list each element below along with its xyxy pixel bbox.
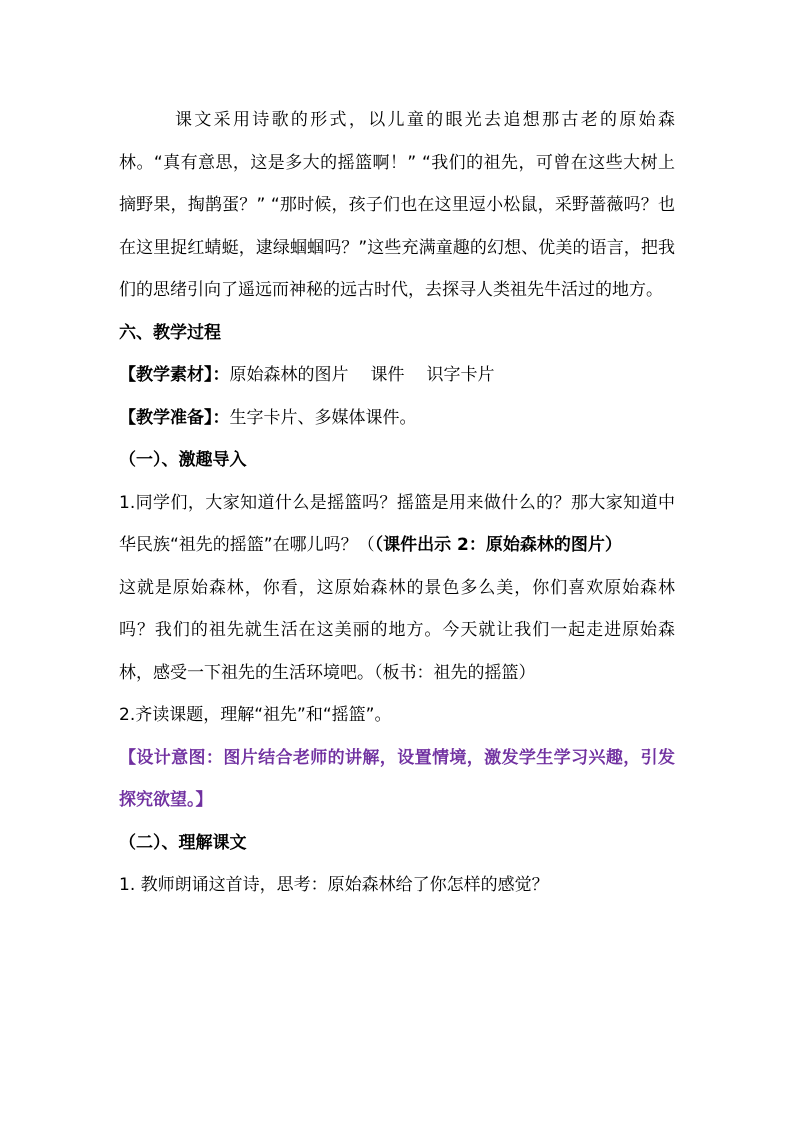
part1-question1-courseware-note: （课件出示 2：原始森林的图片） [374, 535, 622, 555]
part1-title: （一）、激趣导入 [119, 450, 247, 470]
design-intent-note: 【设计意图：图片结合老师的讲解，设置情境，激发学生学习兴趣，引发探究欲望。】 [119, 747, 675, 810]
document-page [119, 99, 675, 907]
prep-text: 生字卡片、多媒体课件。 [229, 407, 417, 428]
materials-label: 【教学素材】： [119, 365, 230, 385]
part2-title: （二）、理解课文 [119, 832, 247, 853]
part1-question2: 2.齐读课题，理解“祖先”和“摇篮”。 [119, 705, 392, 725]
part1-description: 这就是原始森林，你看，这原始森林的景色多么美，你们喜欢原始森林吗？我们的祖先就生活在这美丽的地方。今天就让我们一起走进原始森林，感受一下祖先的生活环境吧。（板书：祖先的摇篮） [119, 577, 675, 683]
part2-question1: 1. 教师朗诵这首诗，思考：原始森林给了你怎样的感觉？ [119, 875, 549, 895]
materials-item-pictures: 原始森林的图片 [229, 365, 349, 385]
prep-line [119, 397, 675, 440]
materials-line [119, 354, 675, 397]
materials-item-courseware: 课件 [370, 365, 405, 385]
materials-item-cards: 识字卡片 [426, 365, 495, 385]
part1-question1-text: 1.同学们，大家知道什么是摇篮吗？摇篮是用来做什么的？那大家知道中华民族“祖先的摇篮”在哪儿吗？（ [119, 492, 675, 555]
intro-paragraph: 课文采用诗歌的形式，以儿童的眼光去追想那古老的原始森林。“真有意思，这是多大的摇篮啊！” “我们的祖先，可曾在这些大树上摘野果，掏鹊蛋？” “那时候，孩子们也在这里逗小松鼠，采野蔷薇吗？也在这里捉红蜻蜓，逮绿蝈蝈吗？”这些充满童趣的幻想、优美的语言，把我们的思绪引向了遥远而神秘的远古时代，去探寻人类祖先牛活过的地方。 [119, 110, 675, 300]
section-title-teaching-process: 六、教学过程 [119, 322, 221, 343]
part1-question1 [119, 482, 675, 567]
prep-label: 【教学准备】： [119, 407, 230, 428]
